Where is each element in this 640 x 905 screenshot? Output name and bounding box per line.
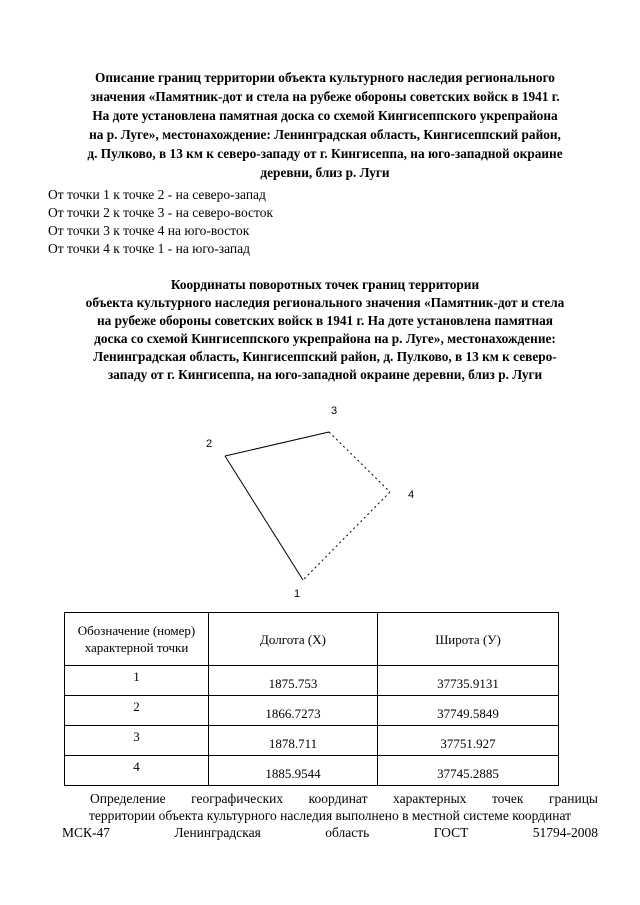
longitude-cell — [209, 726, 378, 756]
direction-line: От точки 4 к точке 1 - на юго-запад — [48, 241, 251, 256]
table-header-row — [65, 613, 559, 666]
title-line: д. Пулково, в 13 км к северо-западу от г. Кингисеппа, на юго-западной окраине — [87, 146, 563, 161]
scheme-edge-4-1 — [303, 492, 390, 580]
scheme-label-1: 1 — [294, 588, 301, 600]
footer-word: точек — [491, 791, 524, 806]
direction-line: От точки 2 к точке 3 - на северо-восток — [48, 205, 274, 220]
footer-line-2: территории объекта культурного наследия выполнено в местной системе координат — [88, 808, 572, 823]
scheme-label-4: 4 — [408, 489, 415, 501]
title-line: на рубеже обороны советских войск в 1941 г. На доте установлена памятная — [97, 313, 553, 328]
longitude-cell — [209, 696, 378, 726]
title-line: Описание границ территории объекта культурного наследия регионального — [95, 70, 555, 85]
footer-word: ГОСТ — [433, 825, 469, 840]
title-line: значения «Памятник-дот и стела на рубеже обороны советских войск в 1941 г. — [90, 89, 560, 104]
footer-word: МСК-47 — [62, 825, 111, 840]
footer-word: Определение — [90, 791, 166, 806]
footer-word: координат — [308, 791, 368, 806]
longitude-value: 1878.711 — [268, 736, 318, 751]
footer-word: характерных — [393, 791, 467, 806]
longitude-value: 1885.9544 — [265, 766, 321, 781]
title-line: Ленинградская область, Кингисеппский район, д. Пулково, в 13 км к северо- — [93, 349, 557, 364]
longitude-cell — [209, 756, 378, 786]
latitude-value: 37745.2885 — [437, 766, 499, 781]
table-row — [65, 756, 559, 786]
footer-note — [62, 790, 598, 841]
title-line: объекта культурного наследия регионального значения «Памятник-дот и стела — [85, 295, 565, 310]
title-line: доска со схемой Кингисеппского укрепрайона на р. Луге», местонахождение: — [94, 331, 556, 346]
latitude-value: 37751.927 — [440, 736, 496, 751]
latitude-cell — [378, 726, 559, 756]
table-row — [65, 666, 559, 696]
header-latitude: Широта (У) — [378, 613, 559, 666]
title-line: на р. Луге», местонахождение: Ленинградская область, Кингисеппский район, — [89, 127, 561, 142]
title-line: деревни, близ р. Луги — [260, 165, 390, 180]
point-cell — [65, 696, 209, 726]
point-number: 2 — [133, 699, 140, 714]
point-cell — [65, 756, 209, 786]
latitude-cell — [378, 666, 559, 696]
footer-line-3 — [62, 824, 598, 841]
footer-line-1 — [62, 790, 598, 807]
longitude-cell — [209, 666, 378, 696]
point-cell — [65, 666, 209, 696]
scheme-edge-1-2 — [225, 456, 303, 580]
direction-line: От точки 3 к точке 4 на юго-восток — [48, 223, 250, 238]
title-line: На доте установлена памятная доска со схемой Кингисеппского укрепрайона — [92, 108, 558, 123]
point-number: 3 — [133, 729, 140, 744]
latitude-value: 37735.9131 — [437, 676, 499, 691]
latitude-value: 37749.5849 — [437, 706, 499, 721]
table-row — [65, 726, 559, 756]
title-line: Координаты поворотных точек границ территории — [170, 277, 480, 292]
point-number: 4 — [133, 759, 140, 774]
longitude-value: 1866.7273 — [265, 706, 321, 721]
footer-word: область — [325, 825, 370, 840]
footer-word: 51794-2008 — [532, 825, 598, 840]
direction-line: От точки 1 к точке 2 - на северо-запад — [48, 187, 266, 202]
scheme-edge-2-3 — [225, 432, 329, 456]
footer-word: Ленинградская — [174, 825, 261, 840]
latitude-cell — [378, 696, 559, 726]
table-row — [65, 696, 559, 726]
longitude-value: 1875.753 — [268, 676, 318, 691]
point-number: 1 — [133, 669, 140, 684]
header-longitude: Долгота (X) — [209, 613, 378, 666]
footer-word: границы — [548, 791, 598, 806]
scheme-edge-3-4 — [329, 432, 390, 492]
scheme-label-2: 2 — [206, 438, 213, 450]
latitude-cell — [378, 756, 559, 786]
title-line: западу от г. Кингисеппа, на юго-западной окраине деревни, близ р. Луги — [107, 367, 543, 382]
scheme-label-3: 3 — [331, 405, 338, 417]
point-cell — [65, 726, 209, 756]
coordinates-table — [64, 612, 559, 786]
footer-word: географических — [191, 791, 284, 806]
header-point: Обозначение (номер) характерной точки — [65, 613, 209, 666]
